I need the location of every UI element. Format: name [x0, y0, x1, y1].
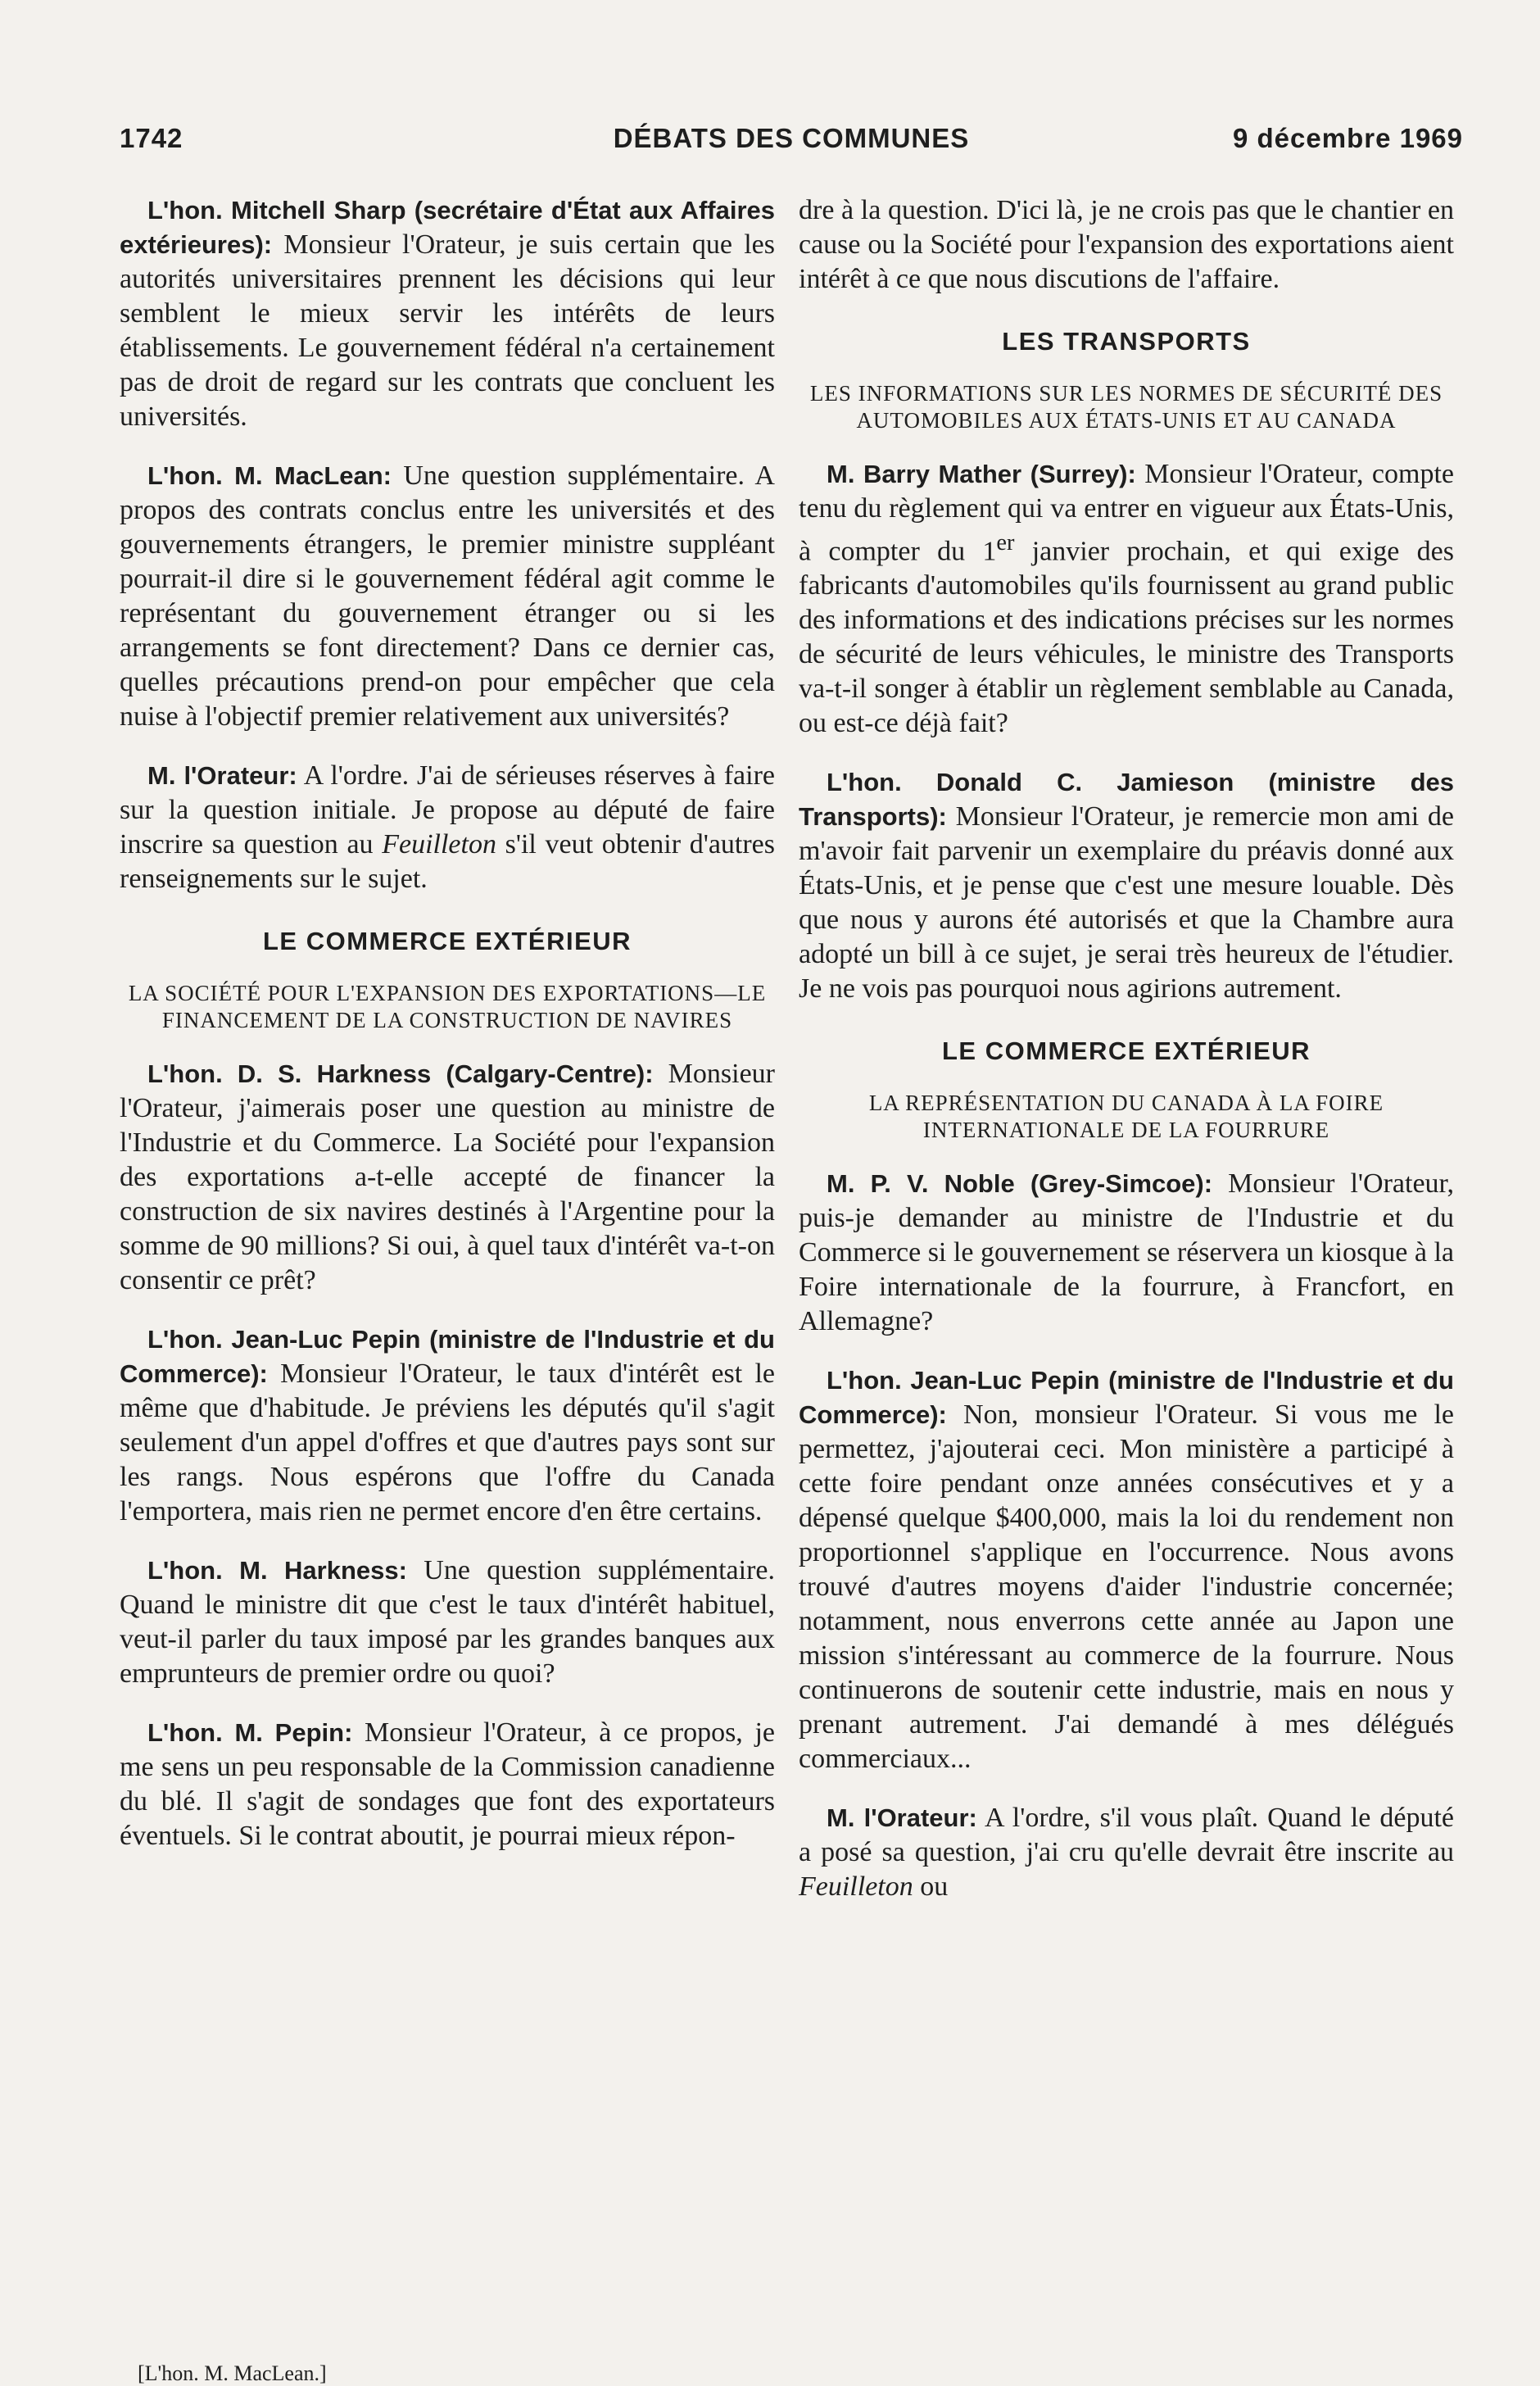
speaker-name: L'hon. Mitchell Sharp (secrétaire d'État aux Affaires extérieures):	[120, 196, 775, 259]
speaker-name: L'hon. D. S. Harkness (Calgary-Centre):	[147, 1059, 654, 1088]
paragraph	[120, 459, 775, 734]
speaker-name: M. P. V. Noble (Grey-Simcoe):	[827, 1169, 1213, 1199]
paragraph	[120, 193, 775, 434]
italic-term: Feuilleton	[382, 829, 496, 860]
paragraph	[120, 759, 775, 896]
speaker-name: L'hon. M. Harkness:	[147, 1556, 407, 1585]
paragraph	[799, 193, 1454, 297]
speech-text: Monsieur l'Orateur, compte tenu du règlement qui va entrer en vigueur aux États-Unis, à compter du 1	[799, 459, 1454, 567]
speech-text: Monsieur l'Orateur, j'aimerais poser une question au ministre de l'Industrie et du Commerce. La Société pour l'expansion des exportations a-t-elle accepté de financer la construction de six navires destinés à l'Argentine pour la somme de 90 millions? Si oui, à quel taux d'intérêt va-t-on consentir ce prêt?	[120, 1059, 775, 1295]
paragraph	[120, 1554, 775, 1691]
speaker-name: L'hon. Jean-Luc Pepin (ministre de l'Industrie et du Commerce):	[120, 1325, 775, 1388]
speech-text: Monsieur l'Orateur, à ce propos, je me sens un peu responsable de la Commission canadienne du blé. Il s'agit de sondages que font des exportateurs éventuels. Si le contrat aboutit, je pourrai mieux répon-	[120, 1717, 775, 1851]
paragraph	[799, 457, 1454, 741]
page-header	[120, 123, 1463, 164]
speech-text: Non, monsieur l'Orateur. Si vous me le permettez, j'ajouterai ceci. Mon ministère a participé à cette foire pendant onze années consécutives et y a dépensé quelque $400,000, mais la loi du rendement non proportionnel s'applique en l'occurrence. Nous avons trouvé d'autres moyens d'aider l'industrie concernée; notamment, nous enverrons cette année au Japon une mission s'intéressant au commerce de la fourrure. Nous continuerons de soutenir cette industrie, mais en nous y prenant autrement. J'ai demandé à mes délégués commerciaux...	[799, 1399, 1454, 1775]
paragraph	[799, 1801, 1454, 1904]
speech-text: ou	[913, 1871, 949, 1903]
speech-text: Monsieur l'Orateur, le taux d'intérêt est le même que d'habitude. Je préviens les députés qu'il s'agit seulement d'un appel d'offres et que d'autres pays sont sur les rangs. Nous espérons que l'offre du Canada l'emportera, mais rien ne permet encore d'en être certains.	[120, 1359, 775, 1526]
section-heading: LE COMMERCE EXTÉRIEUR	[262, 927, 632, 955]
speech-text: Monsieur l'Orateur, puis-je demander au ministre de l'Industrie et du Commerce si le gouvernement se réservera un kiosque à la Foire internationale de la fourrure, à Francfort, en Allemagne?	[799, 1168, 1454, 1337]
speech-text: dre à la question. D'ici là, je ne crois pas que le chantier en cause ou la Société pour l'expansion des exportations aient intérêt à ce que nous discutions de l'affaire.	[799, 195, 1454, 294]
paragraph	[799, 1167, 1454, 1339]
speech-text: A l'ordre, s'il vous plaît. Quand le député a posé sa question, j'ai cru qu'elle devrait être inscrite au	[799, 1803, 1454, 1868]
speech-text: Une question supplémentaire. Quand le ministre dit que c'est le taux d'intérêt habituel, veut-il parler du taux imposé par les grandes banques aux emprunteurs de premier ordre ou quoi?	[120, 1555, 776, 1689]
speech-text: s'il veut obtenir d'autres renseignements sur le sujet.	[120, 829, 776, 894]
issue-date: 9 décembre 1969	[1232, 123, 1463, 153]
paragraph	[799, 1363, 1454, 1776]
section-heading: LES TRANSPORTS	[1002, 327, 1251, 356]
paragraph	[799, 765, 1454, 1006]
paragraph	[120, 1057, 775, 1298]
speech-text: Monsieur l'Orateur, je suis certain que les autorités universitaires prennent les décisions qui leur semblent le mieux servir les intérêts de leurs établissements. Le gouvernement fédéral n'a certainement pas de droit de regard sur les contrats que concluent les universités.	[120, 229, 775, 432]
footer-note: [L'hon. M. MacLean.]	[138, 2361, 327, 2385]
left-column	[120, 193, 775, 1878]
page-number: 1742	[120, 123, 183, 153]
superscript: er	[996, 530, 1015, 556]
speech-text: A l'ordre. J'ai de sérieuses réserves à faire sur la question initiale. Je propose au député de faire inscrire sa question au	[120, 760, 776, 860]
subsection-heading: LES INFORMATIONS SUR LES NORMES DE SÉCURITÉ DES AUTOMOBILES AUX ÉTATS-UNIS ET AU CANADA	[809, 381, 1443, 433]
subsection-heading: LA SOCIÉTÉ POUR L'EXPANSION DES EXPORTATIONS—LE FINANCEMENT DE LA CONSTRUCTION DE NAVIRES	[128, 981, 767, 1032]
right-column	[799, 193, 1454, 1929]
italic-term: Feuilleton	[799, 1871, 913, 1903]
speech-text: Une question supplémentaire. A propos des contrats conclus entre les universités et des gouvernements étrangers, le premier ministre suppléant pourrait-il dire si le gouvernement fédéral agit comme le représentant du gouvernement étranger ou si les arrangements se font directement? Dans ce dernier cas, quelles précautions prend-on pour empêcher que cela nuise à l'objectif premier relativement aux universités?	[120, 460, 775, 732]
speaker-name: M. Barry Mather (Surrey):	[827, 460, 1136, 488]
speech-text: janvier prochain, et qui exige des fabricants d'automobiles qu'ils fournissent au grand public des informations et des indications précises sur les normes de sécurité de leurs véhicules, le ministre des Transports va-t-il songer à établir un règlement semblable au Canada, ou est-ce déjà fait?	[799, 536, 1454, 739]
speaker-name: L'hon. M. MacLean:	[147, 461, 392, 490]
speech-text: Monsieur l'Orateur, je remercie mon ami de m'avoir fait parvenir un exemplaire du préavis donné aux États-Unis, et je pense que c'est une mesure louable. Dès que nous y aurons été autorisés et que la Chambre aura adopté un bill à ce sujet, je serai très heureux de l'étudier. Je ne vois pas pourquoi nous agirions autrement.	[799, 801, 1454, 1005]
subsection-heading: LA REPRÉSENTATION DU CANADA À LA FOIRE INTERNATIONALE DE LA FOURRURE	[868, 1091, 1384, 1143]
speaker-name: L'hon. Donald C. Jamieson (ministre des Transports):	[799, 768, 1454, 832]
publication-title: DÉBATS DES COMMUNES	[613, 123, 970, 153]
speaker-name: M. l'Orateur:	[827, 1803, 977, 1833]
paragraph	[120, 1322, 775, 1529]
speaker-name: L'hon. Jean-Luc Pepin (ministre de l'Industrie et du Commerce):	[799, 1366, 1454, 1430]
speaker-name: L'hon. M. Pepin:	[147, 1718, 353, 1747]
paragraph	[120, 1716, 775, 1853]
section-heading: LE COMMERCE EXTÉRIEUR	[941, 1037, 1311, 1066]
speaker-name: M. l'Orateur:	[147, 761, 297, 790]
